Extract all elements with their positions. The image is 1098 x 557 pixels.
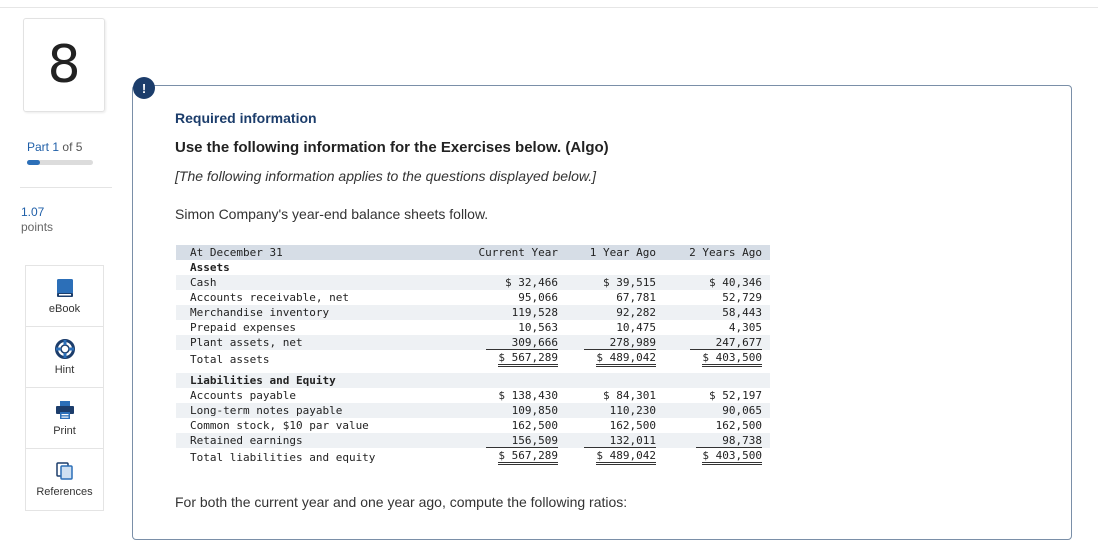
print-label: Print xyxy=(53,424,76,437)
row-one-year: $ 39,515 xyxy=(603,276,656,289)
row-current-value: $ 567,289 xyxy=(498,351,558,367)
row-one-year: 92,282 xyxy=(616,306,656,319)
table-row xyxy=(176,388,770,403)
row-one-year-value: $ 489,042 xyxy=(596,351,656,367)
row-two-years: $ 40,346 xyxy=(709,276,762,289)
row-label: Total liabilities and equity xyxy=(190,450,376,464)
row-one-year xyxy=(572,434,668,448)
row-one-year xyxy=(572,351,668,367)
row-label: Accounts receivable, net xyxy=(190,291,349,304)
tool-panel xyxy=(25,265,104,511)
documents-icon xyxy=(55,461,75,481)
assets-heading-row xyxy=(176,260,770,275)
applies-note: [The following information applies to the questions displayed below.] xyxy=(175,168,597,184)
print-button[interactable] xyxy=(26,388,103,449)
row-current-value: 309,666 xyxy=(486,336,558,350)
row-current xyxy=(466,434,572,448)
hint-label: Hint xyxy=(54,363,75,376)
row-two-years-value: 247,677 xyxy=(690,336,762,350)
row-one-year xyxy=(572,449,668,465)
row-one-year: 162,500 xyxy=(609,419,656,432)
intro-text: Simon Company's year-end balance sheets follow. xyxy=(175,206,489,222)
question-number: 8 xyxy=(23,18,105,112)
part-of-total: of 5 xyxy=(62,140,83,154)
row-label: Accounts payable xyxy=(190,389,296,402)
row-label: Plant assets, net xyxy=(190,336,303,349)
row-current: 109,850 xyxy=(511,404,558,417)
row-current: 162,500 xyxy=(511,419,558,432)
row-label: Retained earnings xyxy=(190,434,303,447)
ebook-label: eBook xyxy=(48,302,81,315)
row-two-years: 162,500 xyxy=(715,419,762,432)
total-liabilities-equity-row xyxy=(176,448,770,466)
row-two-years xyxy=(668,434,770,448)
ratios-prompt: For both the current year and one year ago, compute the following ratios: xyxy=(175,494,628,510)
rail-divider xyxy=(20,187,112,188)
table-row xyxy=(176,433,770,448)
row-current: 10,563 xyxy=(518,321,558,334)
points-label: points xyxy=(21,220,54,234)
row-label: Total assets xyxy=(190,352,270,366)
row-two-years-value: $ 403,500 xyxy=(702,351,762,367)
part-indicator xyxy=(27,140,82,154)
row-label: Prepaid expenses xyxy=(190,321,296,334)
table-row xyxy=(176,320,770,335)
row-one-year-value: $ 489,042 xyxy=(596,449,656,465)
row-two-years-value: 98,738 xyxy=(696,434,762,448)
row-current xyxy=(466,449,572,465)
row-current-value: 156,509 xyxy=(486,434,558,448)
header-current-year: Current Year xyxy=(478,246,558,259)
points-box xyxy=(21,205,53,235)
row-label: Cash xyxy=(190,276,217,289)
ebook-button[interactable] xyxy=(26,266,103,327)
row-two-years: 52,729 xyxy=(722,291,762,304)
row-two-years: 90,065 xyxy=(722,404,762,417)
part-current: 1 xyxy=(52,140,60,154)
row-one-year xyxy=(572,336,668,350)
part-label: Part xyxy=(27,140,50,154)
row-two-years: $ 52,197 xyxy=(709,389,762,402)
row-current: $ 138,430 xyxy=(498,389,558,402)
row-two-years: 58,443 xyxy=(722,306,762,319)
row-current-value: $ 567,289 xyxy=(498,449,558,465)
required-info-title: Required information xyxy=(175,110,317,126)
row-current: 119,528 xyxy=(511,306,558,319)
table-row xyxy=(176,305,770,320)
liabilities-heading: Liabilities and Equity xyxy=(190,374,336,387)
alert-icon: ! xyxy=(133,77,155,99)
printer-icon xyxy=(55,400,75,420)
row-two-years: 4,305 xyxy=(728,321,762,334)
lifebuoy-icon xyxy=(55,339,75,359)
row-current: $ 32,466 xyxy=(505,276,558,289)
liabilities-heading-row xyxy=(176,373,770,388)
row-current: 95,066 xyxy=(518,291,558,304)
row-label: Long-term notes payable xyxy=(190,404,343,417)
table-row xyxy=(176,275,770,290)
row-two-years xyxy=(668,351,770,367)
references-label: References xyxy=(36,486,93,498)
book-icon xyxy=(55,278,75,298)
top-divider xyxy=(0,7,1098,8)
header-one-year-ago: 1 Year Ago xyxy=(589,246,656,259)
table-header-row xyxy=(176,245,770,260)
part-progress-bar xyxy=(27,160,93,165)
part-progress-fill xyxy=(27,160,40,165)
row-one-year: $ 84,301 xyxy=(603,389,656,402)
row-current xyxy=(466,351,572,367)
assets-heading: Assets xyxy=(190,261,230,274)
header-two-years-ago: 2 Years Ago xyxy=(689,246,762,259)
row-two-years xyxy=(668,449,770,465)
table-row xyxy=(176,418,770,433)
row-label: Common stock, $10 par value xyxy=(190,419,369,432)
row-label: Merchandise inventory xyxy=(190,306,330,319)
table-row xyxy=(176,290,770,305)
row-one-year: 67,781 xyxy=(616,291,656,304)
row-two-years xyxy=(668,336,770,350)
table-row xyxy=(176,403,770,418)
header-label: At December 31 xyxy=(190,246,283,259)
points-value: 1.07 xyxy=(21,205,45,219)
row-one-year-value: 132,011 xyxy=(584,434,656,448)
row-one-year: 10,475 xyxy=(616,321,656,334)
references-button[interactable] xyxy=(26,449,103,510)
row-current xyxy=(466,336,572,350)
table-row xyxy=(176,335,770,350)
instructions-title: Use the following information for the Exercises below. (Algo) xyxy=(175,139,609,156)
total-assets-row xyxy=(176,350,770,368)
row-one-year: 110,230 xyxy=(609,404,656,417)
row-two-years-value: $ 403,500 xyxy=(702,449,762,465)
hint-button[interactable] xyxy=(26,327,103,388)
balance-sheet-table xyxy=(176,245,770,466)
row-one-year-value: 278,989 xyxy=(584,336,656,350)
